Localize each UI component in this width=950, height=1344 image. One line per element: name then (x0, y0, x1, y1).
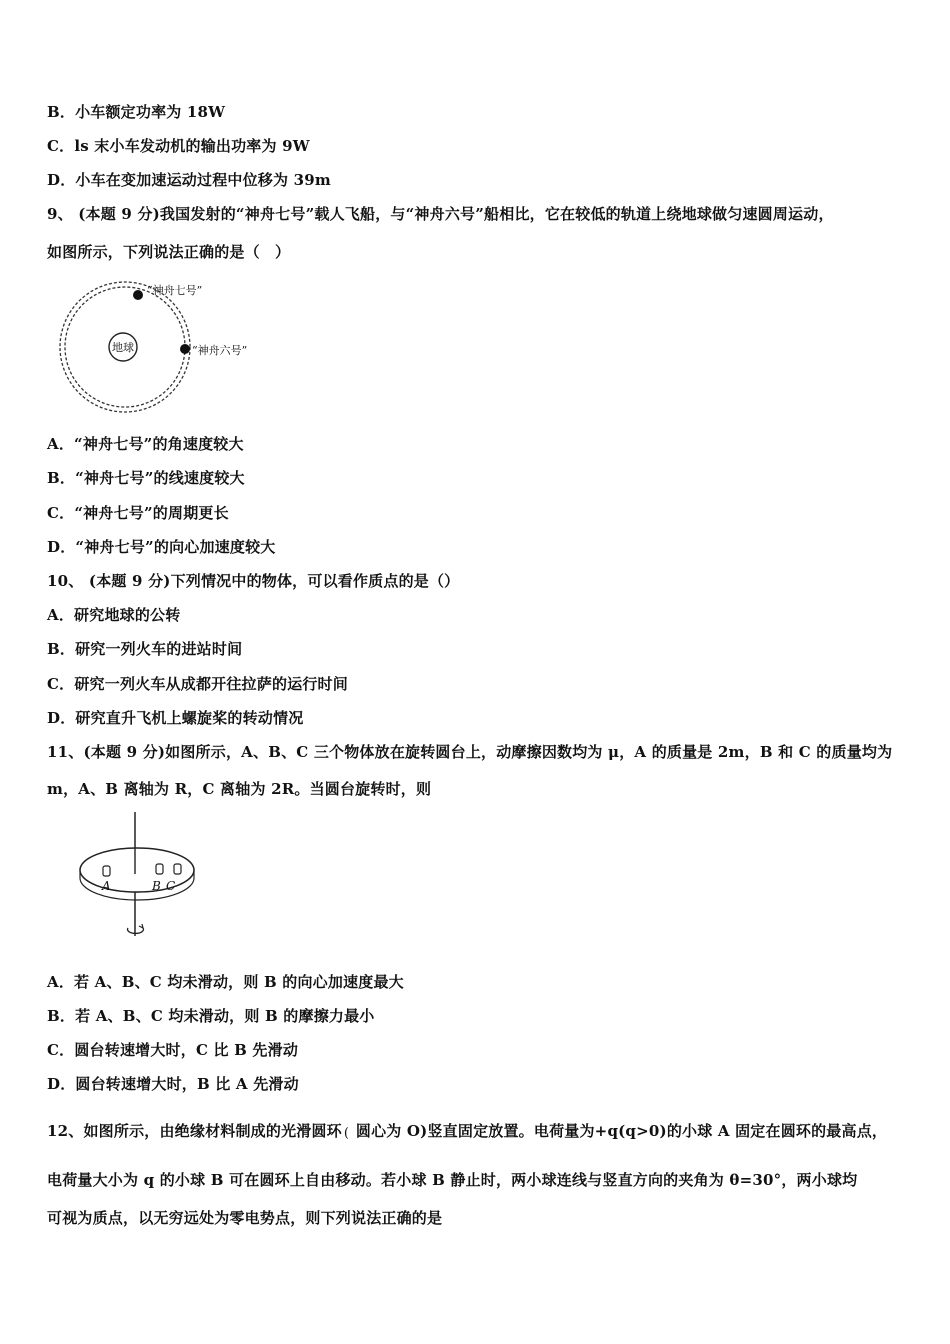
shenzhou-6-label: “神舟六号” (192, 344, 248, 357)
q12-stem-part-1: 12、如图所示，由绝缘材料制成的光滑圆环 (47, 1122, 342, 1140)
block-b (156, 864, 163, 874)
q9-option-a: A．“神舟七号”的角速度较大 (47, 435, 244, 453)
earth-label: 地球 (112, 341, 134, 354)
q10-option-a: A．研究地球的公转 (47, 606, 181, 624)
q12-stem-part-2: 圆心为 O)竖直固定放置。电荷量为+q(q>0)的小球 A 固定在圆环的最高点， (355, 1122, 888, 1140)
q9-option-c: C．“神舟七号”的周期更长 (47, 504, 229, 522)
q11-turntable-figure (70, 808, 210, 948)
q8-option-c: C．ls 末小车发动机的输出功率为 9W (47, 137, 310, 155)
q10-stem: 10、 (本题 9 分)下列情况中的物体，可以看作质点的是（） (47, 572, 460, 590)
q12-paren: ( (343, 1126, 350, 1141)
q9-stem-line-1: 9、 (本题 9 分)我国发射的“神舟七号”载人飞船，与“神舟六号”船相比，它在较低的轨道上绕地球做匀速圆周运动， (47, 205, 834, 223)
q12-stem-line-1 (47, 1121, 887, 1141)
q10-option-b: B．研究一列火车的进站时间 (47, 640, 243, 658)
q8-option-d: D．小车在变加速运动过程中位移为 39m (47, 171, 331, 189)
label-c: C (166, 879, 176, 893)
q8-option-b: B．小车额定功率为 18W (47, 103, 226, 121)
q10-option-d: D．研究直升飞机上螺旋桨的转动情况 (47, 709, 304, 727)
q9-stem-line-2: 如图所示，下列说法正确的是（ ） (47, 243, 291, 261)
q9-option-b: B．“神舟七号”的线速度较大 (47, 469, 245, 487)
q11-option-a: A．若 A、B、C 均未滑动，则 B 的向心加速度最大 (47, 973, 404, 991)
label-a: A (102, 879, 111, 893)
q11-option-c: C．圆台转速增大时，C 比 B 先滑动 (47, 1041, 299, 1059)
q12-stem-line-2: 电荷量大小为 q 的小球 B 可在圆环上自由移动。若小球 B 静止时，两小球连线与竖直方向的夹角为 θ=30°，两小球均 (47, 1171, 858, 1189)
rotation-arrowhead-icon (139, 924, 143, 928)
label-b: B (152, 879, 161, 893)
block-a (103, 866, 110, 876)
shenzhou-7-dot (133, 290, 143, 300)
q9-option-d: D．“神舟七号”的向心加速度较大 (47, 538, 276, 556)
q10-option-c: C．研究一列火车从成都开往拉萨的运行时间 (47, 675, 348, 693)
block-c (174, 864, 181, 874)
shenzhou-7-label: “神舟七号” (147, 284, 203, 297)
q9-orbit-figure (50, 275, 270, 415)
q11-stem-line-1: 11、(本题 9 分)如图所示，A、B、C 三个物体放在旋转圆台上，动摩擦因数均为 μ，A 的质量是 2m，B 和 C 的质量均为 (47, 743, 893, 761)
shenzhou-6-dot (180, 344, 190, 354)
q11-option-d: D．圆台转速增大时，B 比 A 先滑动 (47, 1075, 299, 1093)
q11-stem-line-2: m，A、B 离轴为 R，C 离轴为 2R。当圆台旋转时，则 (47, 780, 432, 798)
q12-stem-line-3: 可视为质点，以无穷远处为零电势点，则下列说法正确的是 (47, 1209, 443, 1227)
q11-option-b: B．若 A、B、C 均未滑动，则 B 的摩擦力最小 (47, 1007, 375, 1025)
